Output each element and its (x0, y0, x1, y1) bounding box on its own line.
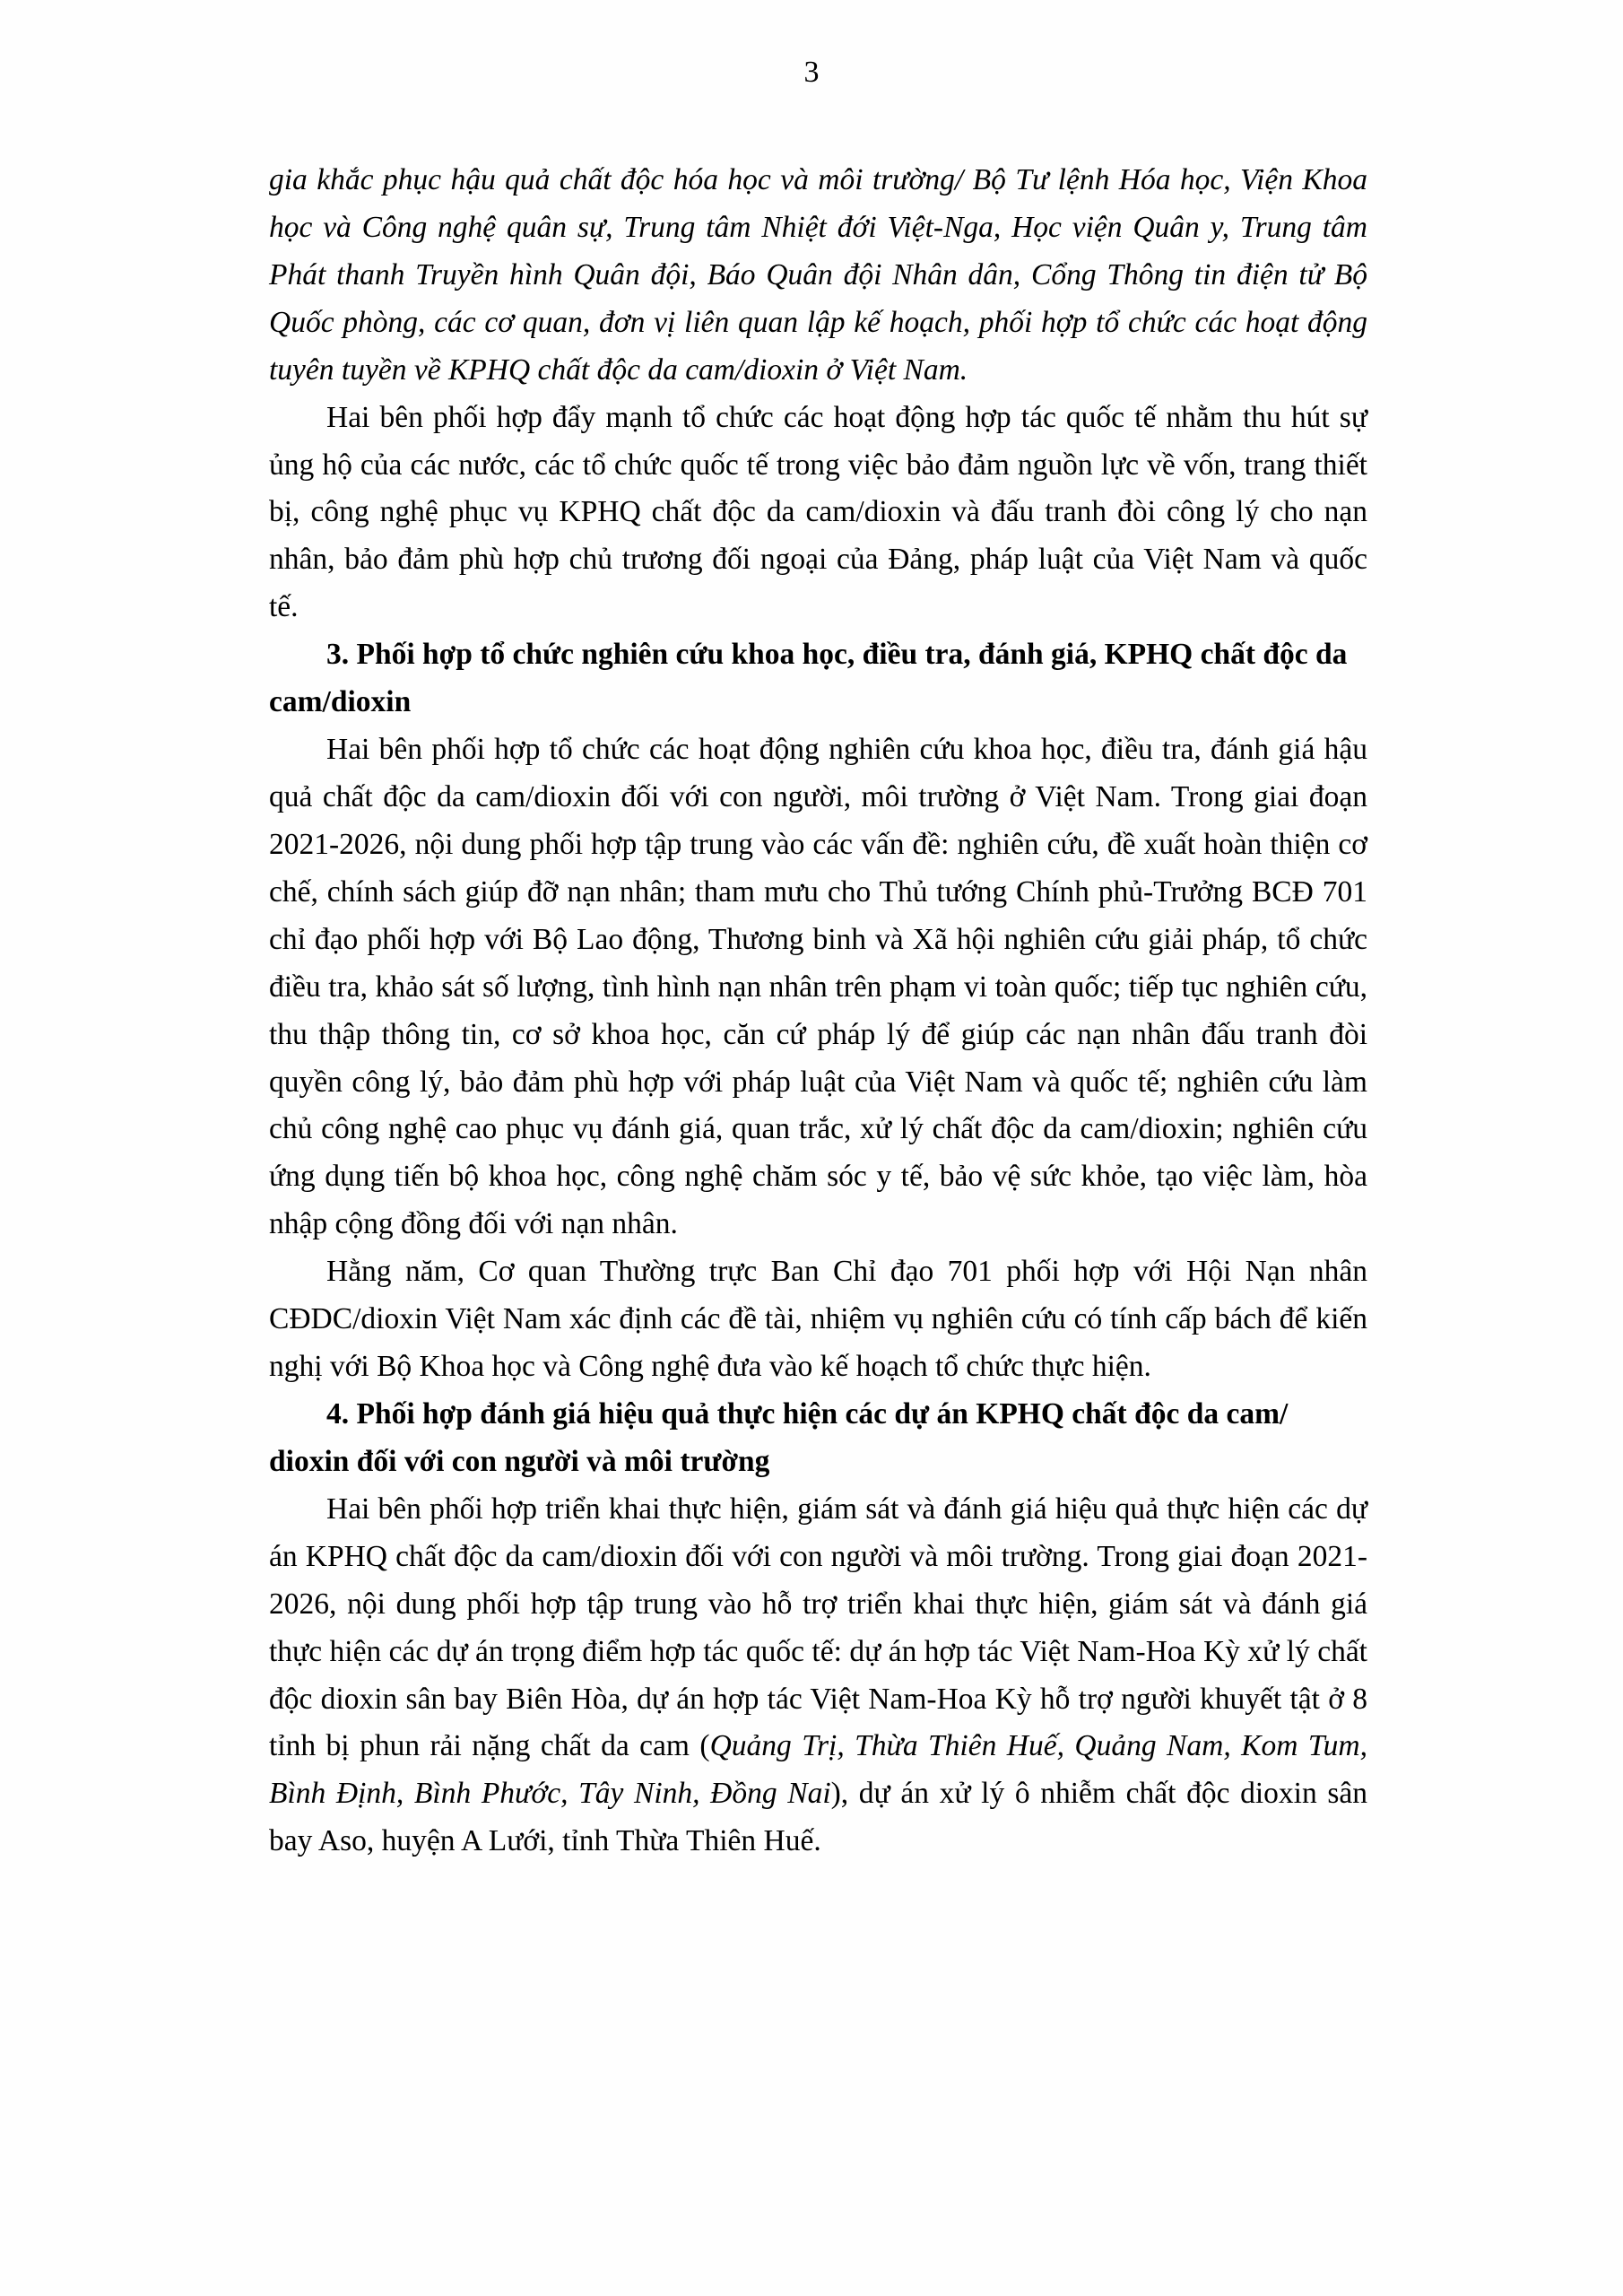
paragraph-section-4-text-before: Hai bên phối hợp triển khai thực hiện, giám sát và đánh giá hiệu quả thực hiện các dự án KPHQ chất độc da cam/dioxin đối với con người và môi trường. Trong giai đoạn 2021-2026, nội dung phối hợp tập trung vào hỗ trợ triển khai thực hiện, giám sát và đánh giá thực hiện các dự án trọng điểm hợp tác quốc tế: dự án hợp tác Việt Nam-Hoa Kỳ xử lý chất độc dioxin sân bay Biên Hòa, dự án hợp tác Việt Nam-Hoa Kỳ hỗ trợ người khuyết tật ở 8 tỉnh bị phun rải nặng chất da cam ( (269, 1492, 1367, 1763)
paragraph-international-cooperation: Hai bên phối hợp đẩy mạnh tổ chức các hoạt động hợp tác quốc tế nhằm thu hút sự ủng hộ của các nước, các tổ chức quốc tế trong việc bảo đảm nguồn lực về vốn, trang thiết bị, công nghệ phục vụ KPHQ chất độc da cam/dioxin và đấu tranh đòi công lý cho nạn nhân, bảo đảm phù hợp chủ trương đối ngoại của Đảng, pháp luật của Việt Nam và quốc tế. (269, 400, 1367, 624)
paragraph-continuation: gia khắc phục hậu quả chất độc hóa học và môi trường/ Bộ Tư lệnh Hóa học, Viện Khoa học và Công nghệ quân sự, Trung tâm Nhiệt đới Việt-Nga, Học viện Quân y, Trung tâm Phát thanh Truyền hình Quân đội, Báo Quân đội Nhân dân, Cổng Thông tin điện tử Bộ Quốc phòng, các cơ quan, đơn vị liên quan lập kế hoạch, phối hợp tổ chức các hoạt động tuyên tuyền về KPHQ chất độc da cam/dioxin ở Việt Nam. (269, 163, 1367, 387)
paragraph-section-4-text-after: ), dự án xử lý ô nhiễm chất độc dioxin sân bay Aso, huyện A Lưới, tỉnh Thừa Thiên Huế. (269, 1777, 1367, 1858)
paragraph-annual-tasks: Hằng năm, Cơ quan Thường trực Ban Chỉ đạo 701 phối hợp với Hội Nạn nhân CĐDC/dioxin Việt Nam xác định các đề tài, nhiệm vụ nghiên cứu có tính cấp bách để kiến nghị với Bộ Khoa học và Công nghệ đưa vào kế hoạch tổ chức thực hiện. (269, 1255, 1367, 1384)
paragraph-section-4-body (269, 1486, 1367, 1866)
page-number: 3 (803, 56, 820, 89)
paragraph-section-3-body: Hai bên phối hợp tổ chức các hoạt động nghiên cứu khoa học, điều tra, đánh giá hậu quả chất độc da cam/dioxin đối với con người, môi trường ở Việt Nam. Trong giai đoạn 2021-2026, nội dung phối hợp tập trung vào các vấn đề: nghiên cứu, đề xuất hoàn thiện cơ chế, chính sách giúp đỡ nạn nhân; tham mưu cho Thủ tướng Chính phủ-Trưởng BCĐ 701 chỉ đạo phối hợp với Bộ Lao động, Thương binh và Xã hội nghiên cứu giải pháp, tổ chức điều tra, khảo sát số lượng, tình hình nạn nhân trên phạm vi toàn quốc; tiếp tục nghiên cứu, thu thập thông tin, cơ sở khoa học, căn cứ pháp lý để giúp các nạn nhân đấu tranh đòi quyền công lý, bảo đảm phù hợp với pháp luật của Việt Nam và quốc tế; nghiên cứu làm chủ công nghệ cao phục vụ đánh giá, quan trắc, xử lý chất độc da cam/dioxin; nghiên cứu ứng dụng tiến bộ khoa học, công nghệ chăm sóc y tế, bảo vệ sức khỏe, tạo việc làm, hòa nhập cộng đồng đối với nạn nhân. (269, 733, 1367, 1241)
heading-section-3: 3. Phối hợp tổ chức nghiên cứu khoa học, điều tra, đánh giá, KPHQ chất độc da cam/dioxin (269, 638, 1348, 719)
document-body (269, 157, 1367, 1866)
heading-section-4: 4. Phối hợp đánh giá hiệu quả thực hiện các dự án KPHQ chất độc da cam/ dioxin đối với con người và môi trường (269, 1396, 1289, 1478)
province-list-italic: Quảng Trị, Thừa Thiên Huế, Quảng Nam, Kom Tum, Bình Định, Bình Phước, Tây Ninh, Đồng Nai (269, 1729, 1367, 1811)
